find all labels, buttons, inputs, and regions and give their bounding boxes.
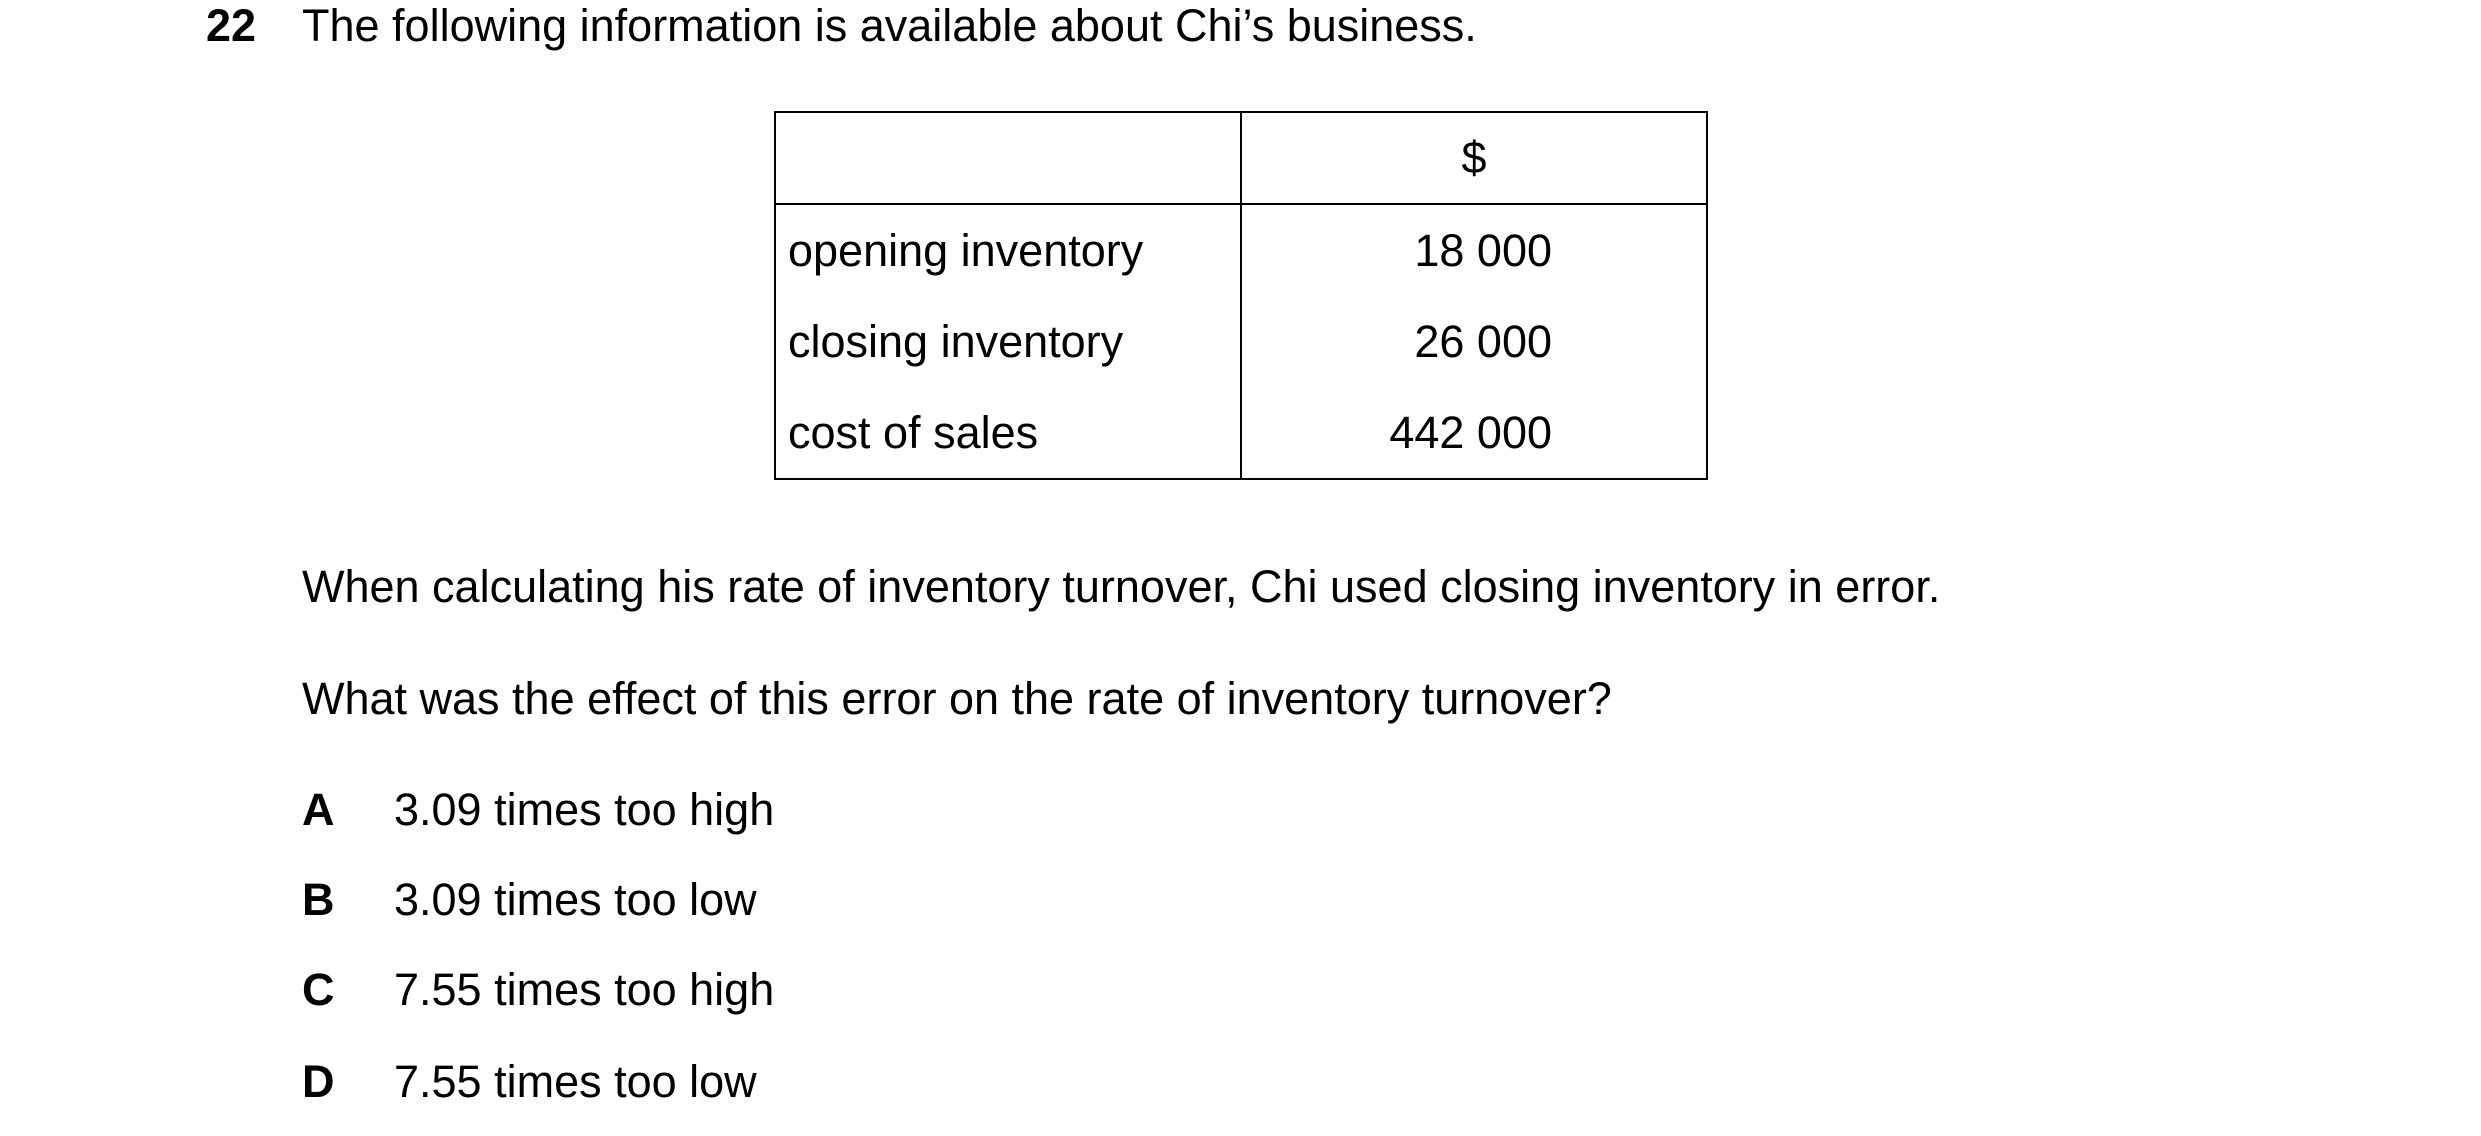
- option-b[interactable]: [302, 876, 757, 924]
- question-prompt: What was the effect of this error on the rate of inventory turnover?: [302, 673, 1612, 724]
- option-c[interactable]: [302, 966, 774, 1014]
- row-label: opening inventory: [775, 204, 1241, 296]
- option-a[interactable]: [302, 786, 774, 834]
- option-d[interactable]: [302, 1058, 757, 1106]
- header-label-cell: [775, 112, 1241, 204]
- row-value-cell: [1241, 204, 1707, 296]
- option-text: 3.09 times too high: [394, 784, 775, 835]
- table-row: [775, 387, 1707, 479]
- row-value: 18 000: [1414, 224, 1552, 276]
- option-letter: C: [302, 964, 335, 1015]
- table-row: [775, 296, 1707, 387]
- option-letter: D: [302, 1056, 335, 1107]
- table-row: [775, 204, 1707, 296]
- option-letter: A: [302, 784, 335, 835]
- row-value: 26 000: [1414, 315, 1552, 367]
- question-context: When calculating his rate of inventory turnover, Chi used closing inventory in error.: [302, 561, 1941, 612]
- row-label: closing inventory: [775, 296, 1241, 387]
- option-text: 3.09 times too low: [394, 874, 757, 925]
- option-text: 7.55 times too low: [394, 1056, 757, 1107]
- option-letter: B: [302, 874, 335, 925]
- row-label: cost of sales: [775, 387, 1241, 479]
- option-text: 7.55 times too high: [394, 964, 775, 1015]
- row-value: 442 000: [1389, 406, 1552, 458]
- header-unit-cell: $: [1241, 112, 1707, 204]
- information-table: [774, 111, 1708, 480]
- question-stem: The following information is available about Chi’s business.: [302, 0, 1477, 51]
- row-value-cell: [1241, 296, 1707, 387]
- table-header-row: [775, 112, 1707, 204]
- row-value-cell: [1241, 387, 1707, 479]
- question-number: 22: [206, 0, 257, 51]
